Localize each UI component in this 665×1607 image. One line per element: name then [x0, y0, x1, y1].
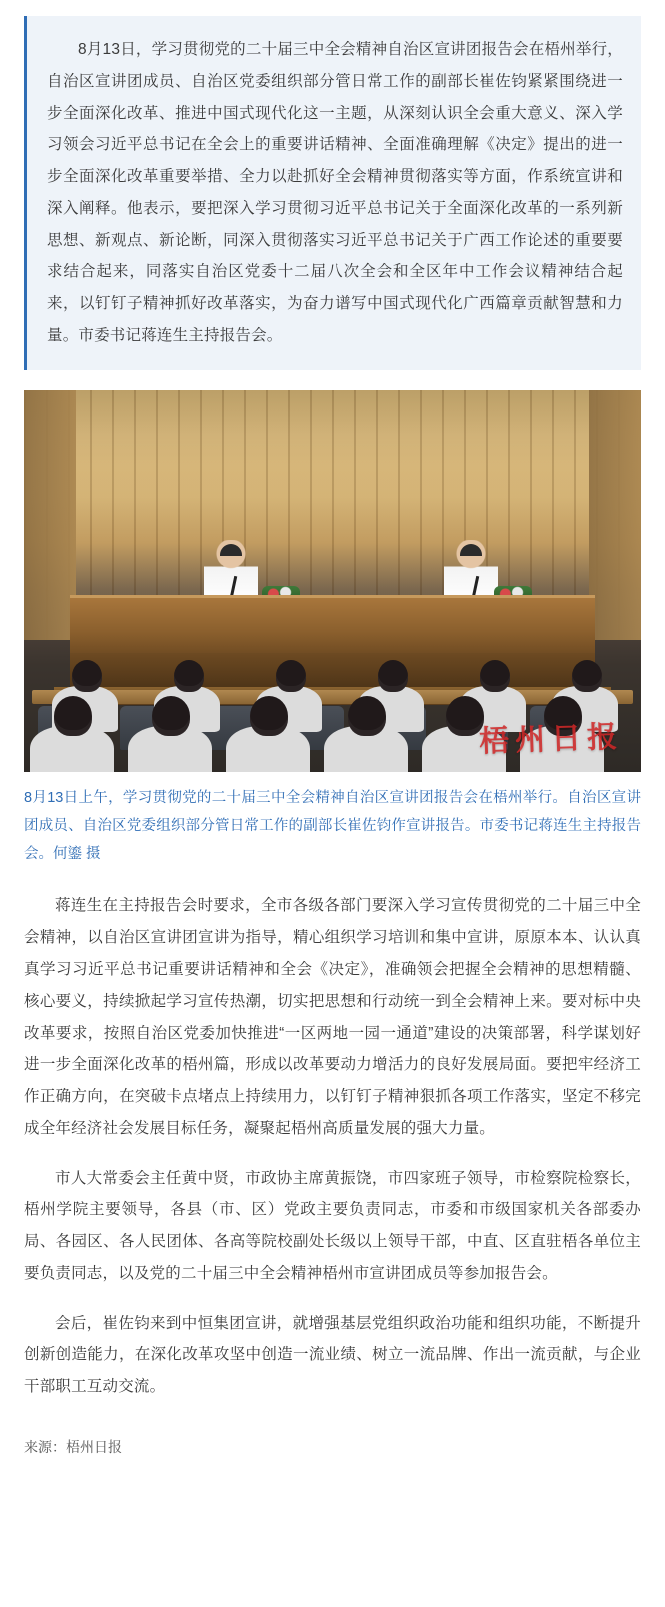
body-paragraph-1: 蒋连生在主持报告会时要求，全市各级各部门要深入学习宣传贯彻党的二十届三中全会精神，以自治区宣讲团宣讲为指导，精心组织学习培训和集中宣讲，原原本本、认认真真学习习近平总书记重要讲话精神和全会《决定》，准确领会把握全会精神的思想精髓、核心要义，持续掀起学习宣传热潮，切实把思想和行动统一到全会精神上来。要对标中央改革要求，按照自治区党委加快推进“一区两地一园一通道”建设的决策部署，科学谋划好进一步全面深化改革的梧州篇，形成以改革要动力增活力的良好发展局面。要把牢经济工作正确方向，在突破卡点堵点上持续用力，以钉钉子精神狠抓各项工作落实，坚定不移完成全年经济社会发展目标任务，凝聚起梧州高质量发展的强大力量。 — [24, 897, 641, 1137]
article-body — [24, 890, 641, 1402]
curtain-right — [589, 390, 641, 640]
curtain-left — [24, 390, 76, 640]
body-paragraph-2: 市人大常委会主任黄中贤，市政协主席黄振饶，市四家班子领导，市检察院检察长，梧州学院主要领导，各县（市、区）党政主要负责同志，市委和市级国家机关各部委办局、各园区、各人民团体、各高等院校副处长级以上领导干部，中直、区直驻梧各单位主要负责同志，以及党的二十届三中全会精神梧州市宣讲团成员等参加报告会。 — [24, 1169, 641, 1282]
photo-scene — [24, 390, 641, 772]
lead-summary-box — [24, 16, 641, 370]
stage-table — [70, 595, 595, 656]
lead-paragraph: 8月13日，学习贯彻党的二十届三中全会精神自治区宣讲团报告会在梧州举行，自治区宣讲团成员、自治区党委组织部分管日常工作的副部长崔佐钧紧紧围绕进一步全面深化改革、推进中国式现代化这一主题，从深刻认识全会重大意义、深入学习领会习近平总书记在全会上的重要讲话精神、全面准确理解《决定》提出的进一步全面深化改革重要举措、全力以赴抓好全会精神贯彻落实等方面，作系统宣讲和深入阐释。他表示，要把深入学习贯彻习近平总书记关于全面深化改革的一系列新思想、新观点、新论断，同深入贯彻落实习近平总书记关于广西工作论述的重要要求结合起来，同落实自治区党委十二届八次全会和全区年中工作会议精神结合起来，以钉钉子精神抓好改革落实，为奋力谱写中国式现代化广西篇章贡献智慧和力量。市委书记蒋连生主持报告会。 — [47, 41, 623, 344]
speaker-right — [444, 540, 498, 602]
article-page — [0, 16, 665, 1457]
body-paragraph-3: 会后，崔佐钧来到中恒集团宣讲，就增强基层党组织政治功能和组织功能，不断提升创新创造能力，在深化改革攻坚中创造一流业绩、树立一流品牌、作出一流贡献，与企业干部职工互动交流。 — [24, 1314, 641, 1396]
photo-caption: 8月13日上午，学习贯彻党的二十届三中全会精神自治区宣讲团报告会在梧州举行。自治区宣讲团成员、自治区党委组织部分管日常工作的副部长崔佐钧作宣讲报告。市委书记蒋连生主持报告会。何鎏 摄 — [24, 789, 641, 863]
article-photo — [24, 390, 641, 772]
stage-skirt — [70, 653, 595, 687]
article-source: 来源：梧州日报 — [24, 1438, 122, 1455]
photo-watermark: 梧州日报 — [478, 719, 624, 760]
